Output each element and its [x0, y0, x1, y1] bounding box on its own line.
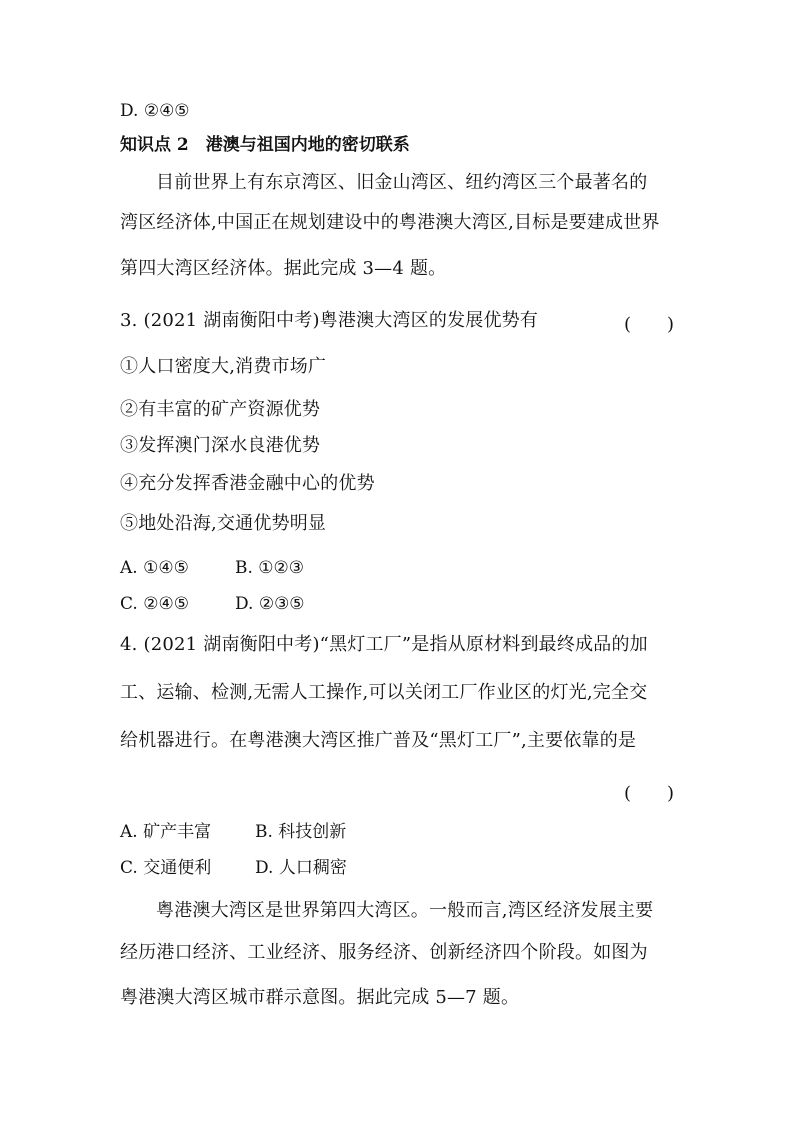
passage-line-2: 经历港口经济、工业经济、服务经济、创新经济四个阶段。如图为 [120, 942, 648, 963]
question-3-stem: 3. (2021 湖南衡阳中考)粤港澳大湾区的发展优势有 [120, 310, 539, 331]
question-4-stem-line-2: 工、运输、检测,无需人工操作,可以关闭工厂作业区的灯光,完全交 [120, 682, 648, 703]
question-3-item-3: ③发挥澳门深水良港优势 [120, 435, 321, 456]
question-4-option-c: C. 交通便利 [120, 858, 212, 878]
intro-line-3: 第四大湾区经济体。据此完成 3—4 题。 [120, 258, 447, 279]
question-4-option-d: D. 人口稠密 [255, 858, 347, 878]
intro-line-2: 湾区经济体,中国正在规划建设中的粤港澳大湾区,目标是要建成世界 [120, 212, 660, 233]
passage-line-3: 粤港澳大湾区城市群示意图。据此完成 5—7 题。 [120, 987, 520, 1008]
question-3-options-row-1 [120, 557, 304, 579]
section-title: 知识点 2 港澳与祖国内地的密切联系 [120, 135, 410, 155]
question-3-item-5: ⑤地处沿海,交通优势明显 [120, 513, 327, 534]
question-3-option-c: C. ②④⑤ [120, 594, 189, 614]
question-4-option-a: A. 矿产丰富 [120, 822, 212, 842]
question-3-answer-blank: ( ) [623, 314, 674, 335]
question-4-option-b: B. 科技创新 [255, 822, 347, 842]
question-4-stem-line-1: 4. (2021 湖南衡阳中考)“黑灯工厂”是指从原材料到最终成品的加 [120, 634, 648, 655]
question-4-options-row-1 [120, 821, 346, 843]
question-3-option-a: A. ①④⑤ [120, 558, 189, 578]
question-3-option-d: D. ②③⑤ [235, 594, 305, 614]
question-3-item-4: ④充分发挥香港金融中心的优势 [120, 473, 375, 494]
question-3-item-2: ②有丰富的矿产资源优势 [120, 399, 321, 420]
intro-line-1: 目前世界上有东京湾区、旧金山湾区、纽约湾区三个最著名的 [156, 172, 648, 193]
prev-question-option-d: D. ②④⑤ [120, 101, 190, 121]
question-4-answer-blank: ( ) [623, 783, 674, 804]
question-3-item-1: ①人口密度大,消费市场广 [120, 356, 327, 377]
question-4-options-row-2 [120, 857, 347, 879]
question-3-option-b: B. ①②③ [235, 558, 305, 578]
passage-line-1: 粤港澳大湾区是世界第四大湾区。一般而言,湾区经济发展主要 [156, 900, 654, 921]
question-4-stem-line-3: 给机器进行。在粤港澳大湾区推广普及“黑灯工厂”,主要依靠的是 [120, 730, 637, 751]
question-3-options-row-2 [120, 593, 305, 615]
